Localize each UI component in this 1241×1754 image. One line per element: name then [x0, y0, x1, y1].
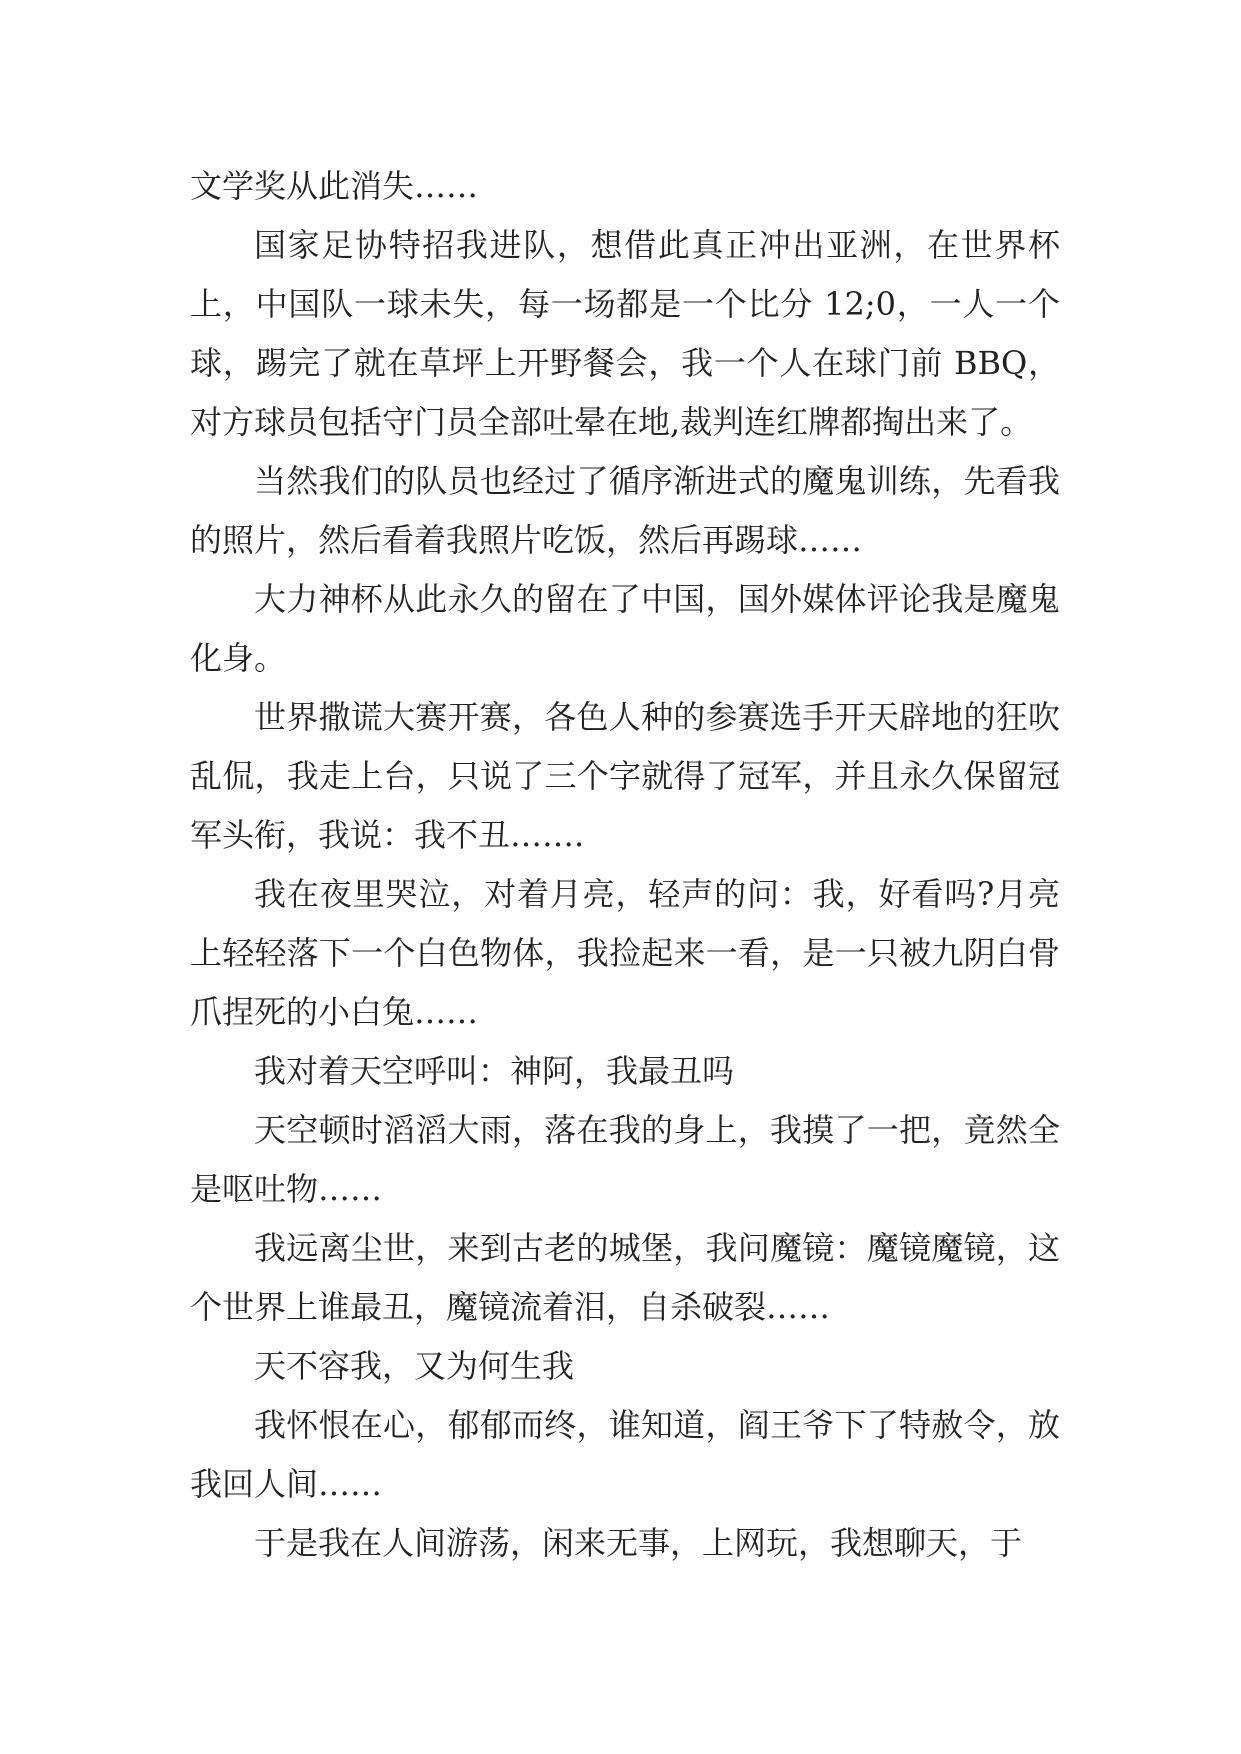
- document-body: [190, 157, 1060, 1573]
- paragraph: 我怀恨在心，郁郁而终，谁知道，阎王爷下了特赦令，放我回人间……: [190, 1406, 1060, 1503]
- paragraph: 我对着天空呼叫：神阿，我最丑吗: [254, 1052, 735, 1090]
- paragraph: 大力神杯从此永久的留在了中国，国外媒体评论我是魔鬼化身。: [190, 580, 1060, 677]
- paragraph: 世界撒谎大赛开赛，各色人种的参赛选手开天辟地的狂吹乱侃，我走上台，只说了三个字就得了冠军，并且永久保留冠军头衔，我说：我不丑…….: [190, 698, 1060, 854]
- paragraph: 天空顿时滔滔大雨，落在我的身上，我摸了一把，竟然全是呕吐物……: [190, 1111, 1060, 1208]
- paragraph: 于是我在人间游荡，闲来无事，上网玩，我想聊天，于: [254, 1524, 1023, 1562]
- paragraph-continuation: 文学奖从此消失……: [190, 167, 479, 205]
- paragraph: 当然我们的队员也经过了循序渐进式的魔鬼训练，先看我的照片，然后看着我照片吃饭，然后再踢球……: [190, 462, 1060, 559]
- paragraph: 天不容我，又为何生我: [254, 1347, 575, 1385]
- paragraph: 我在夜里哭泣，对着月亮，轻声的问：我，好看吗?月亮上轻轻落下一个白色物体，我捡起来一看，是一只被九阴白骨爪捏死的小白兔……: [190, 875, 1060, 1031]
- paragraph: 我远离尘世，来到古老的城堡，我问魔镜：魔镜魔镜，这个世界上谁最丑，魔镜流着泪，自杀破裂……: [190, 1229, 1060, 1326]
- paragraph: 国家足协特招我进队，想借此真正冲出亚洲，在世界杯上，中国队一球未失，每一场都是一个比分 12;0，一人一个球，踢完了就在草坪上开野餐会，我一个人在球门前 BBQ，对方球员包括守门员全部吐晕在地,裁判连红牌都掏出来了。: [190, 226, 1060, 441]
